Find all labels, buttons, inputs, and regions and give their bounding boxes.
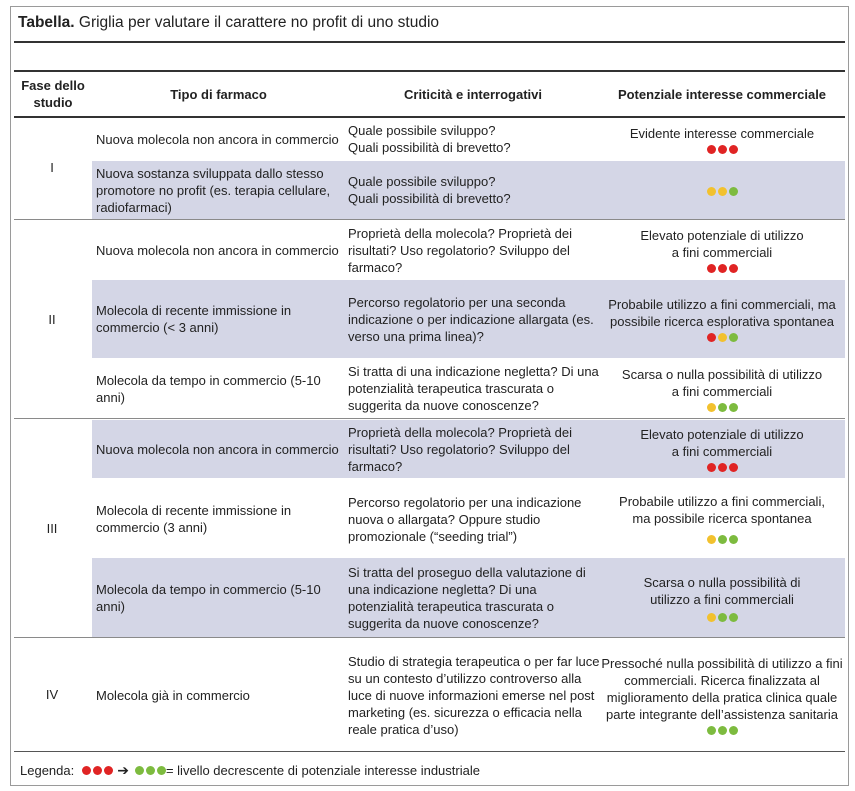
title-text: Griglia per valutare il carattere no profit di uno studio [74,14,440,31]
rating-dot-red [718,145,727,154]
rating-dot-green [729,187,738,196]
cell-potenziale [599,161,845,219]
rating-dot-red [104,766,113,775]
cell-farmaco: Nuova molecola non ancora in commercio [96,131,339,147]
rating-dots [707,535,738,544]
rating-dot-red [707,463,716,472]
rating-dots [707,145,738,154]
table-row [92,118,845,160]
rating-dot-red [729,264,738,273]
rating-dot-yellow [707,613,716,622]
cell-potenziale: Evidente interesse commerciale [599,118,845,160]
rating-dot-green [718,726,727,735]
rating-dot-green [718,535,727,544]
rating-dots [707,726,738,735]
phase-separator [14,637,845,638]
cell-potenziale: Scarsa o nulla possibilità di utilizzo a fini commerciali [599,558,845,637]
rating-dot-green [729,403,738,412]
cell-criticita: Si tratta del proseguo della valutazione di una indicazione negletta? Di una potenzialità terapeutica trascurata o suggerita da nuove conoscenze? [348,564,586,631]
rating-dot-green [729,613,738,622]
rating-dot-green [707,726,716,735]
rating-dot-yellow [707,403,716,412]
rating-dot-red [707,264,716,273]
cell-potenziale: Elevato potenziale di utilizzo a fini commerciali [599,221,845,279]
cell-criticita: Si tratta di una indicazione negletta? Di una potenzialità terapeutica trascurata o suggerita da nuove conoscenze? [348,364,599,413]
header-fase: Fase dello studio [21,78,85,110]
cell-farmaco: Molecola da tempo in commercio (5-10 anni) [96,581,321,614]
rating-dot-red [93,766,102,775]
rating-dots [707,463,738,472]
rating-dot-red [718,463,727,472]
phase-label-3: III [46,521,58,536]
cell-potenziale: Probabile utilizzo a fini commerciali, ma possibile ricerca esplorativa spontanea [599,280,845,358]
cell-potenziale: Scarsa o nulla possibilità di utilizzo a fini commerciali [599,359,845,418]
rating-dot-green [135,766,144,775]
header-top-rule [14,70,845,72]
cell-farmaco: Nuova molecola non ancora in commercio [96,441,339,457]
rating-dot-green [146,766,155,775]
rating-dot-red [718,264,727,273]
table-row [92,420,845,478]
cell-criticita: Percorso regolatorio per una indicazione nuova o allargata? Oppure studio promozionale (“seeding trial”) [348,494,582,544]
cell-farmaco: Nuova molecola non ancora in commercio [96,242,339,258]
rating-dot-red [707,333,716,342]
rating-dots [707,403,738,412]
legend-text: = livello decrescente di potenziale interesse industriale [165,763,480,778]
cell-criticita: Percorso regolatorio per una seconda indicazione o per indicazione allargata (es. verso una prima linea)? [348,294,594,344]
cell-farmaco: Molecola di recente immissione in commercio (< 3 anni) [96,303,292,335]
rating-dot-green [157,766,166,775]
title-rule [14,41,845,43]
table-row [92,221,845,279]
table-row [92,558,845,637]
table-row [92,280,845,358]
legend [20,762,480,779]
cell-farmaco: Nuova sostanza sviluppata dallo stesso promotore no profit (es. terapia cellulare, radiofarmaci) [96,165,331,215]
cell-criticita: Studio di strategia terapeutica o per far luce su un contesto d’utilizzo controverso alla luce di nuove informazioni emerse nel post marketing (es. sicurezza o efficacia nella reale pratica d’uso) [348,653,600,737]
rating-dot-green [729,726,738,735]
rating-dot-yellow [718,187,727,196]
cell-farmaco: Molecola di recente immissione in commercio (3 anni) [96,503,292,535]
rating-dot-red [82,766,91,775]
table-bottom-rule [14,751,845,752]
title-bold: Tabella. [18,14,75,31]
rating-dots [707,333,738,342]
cell-potenziale: Probabile utilizzo a fini commerciali, ma possibile ricerca spontanea [599,480,845,557]
header-crit: Criticità e interrogativi [404,87,542,102]
table-row [92,480,845,557]
rating-dot-green [729,333,738,342]
legend-dots-high [82,766,113,775]
table-row [92,359,845,418]
phase-separator [14,418,845,419]
phase-separator [14,219,845,220]
cell-potenziale: Pressoché nulla possibilità di utilizzo a fini commerciali. Ricerca finalizzata al miglioramento della pratica clinica quale parte integrante dell’assistenza sanitaria [599,640,845,750]
cell-farmaco: Molecola da tempo in commercio (5-10 anni) [96,372,321,405]
legend-dots-low [135,766,166,775]
phase-label-1: I [50,160,54,175]
rating-dots [707,613,738,622]
table-row [92,640,845,750]
rating-dot-red [707,145,716,154]
table-title [18,14,439,32]
rating-dot-yellow [707,535,716,544]
cell-criticita: Quale possibile sviluppo? Quali possibilità di brevetto? [348,123,511,155]
legend-label: Legenda: [20,763,75,778]
cell-farmaco: Molecola già in commercio [96,687,250,703]
phase-label-2: II [48,312,56,327]
cell-criticita: Proprietà della molecola? Proprietà dei risultati? Uso regolatorio? Sviluppo del farmaco? [348,225,573,275]
table-row [92,161,845,219]
arrow-right-icon: ➔ [117,762,129,778]
rating-dot-red [729,145,738,154]
rating-dot-yellow [707,187,716,196]
rating-dot-green [729,535,738,544]
phase-label-4: IV [45,687,59,702]
header-tipo: Tipo di farmaco [170,87,267,102]
rating-dot-yellow [718,333,727,342]
rating-dot-red [729,463,738,472]
rating-dot-green [718,613,727,622]
rating-dot-green [718,403,727,412]
header-pot: Potenziale interesse commerciale [617,87,827,102]
rating-dots [707,187,738,196]
rating-dots [707,264,738,273]
cell-potenziale: Elevato potenziale di utilizzo a fini commerciali [599,420,845,478]
cell-criticita: Quale possibile sviluppo? Quali possibilità di brevetto? [348,174,511,206]
cell-criticita: Proprietà della molecola? Proprietà dei risultati? Uso regolatorio? Sviluppo del farmaco? [348,424,573,474]
